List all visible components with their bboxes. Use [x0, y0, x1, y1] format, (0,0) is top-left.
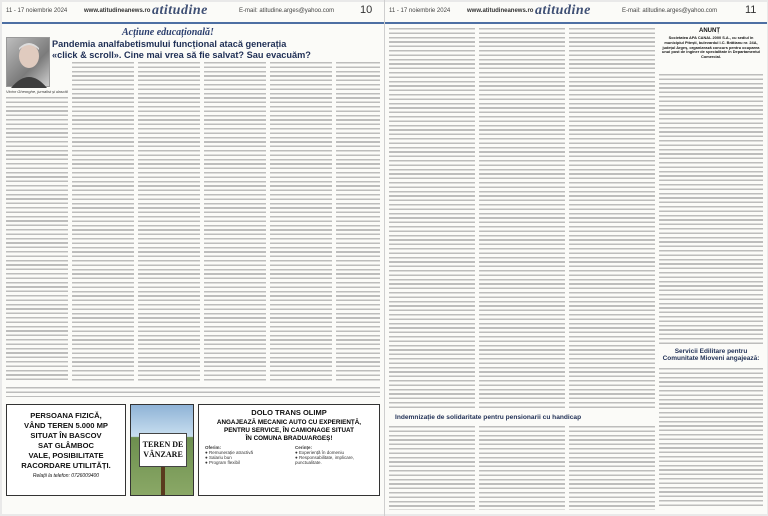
ad-land-phone: Relații la telefon: 0726009400	[32, 473, 100, 479]
anunt-lead: Societatea APA CANAL 2000 S.A., cu sediul în municipiul Pitești, bulevardul I.C. Brătianu nr. 24A, județul Argeș, organizează concurs pentru ocuparea unui post de inginer de specialitate în Departamentul Comercial.	[662, 35, 760, 60]
ad-land-photo	[130, 404, 194, 496]
footnotes	[6, 387, 380, 397]
servicii-body	[659, 368, 763, 508]
anunt-title: ANUNȚ	[699, 28, 720, 34]
ad-dolo-req	[295, 445, 377, 465]
indemnizatie-column-1	[389, 426, 475, 510]
req-item-2-text: Responsabilitate, implicare, punctualitate.	[295, 455, 354, 465]
header-email[interactable]: E-mail: atitudine.arges@yahoo.com	[622, 8, 718, 14]
req-title: Cerințe:	[295, 445, 313, 450]
offer-item-2: ● Salariu bun	[205, 455, 232, 460]
servicii-title-2: Comunitate Mioveni angajează:	[662, 355, 760, 362]
article-column-5	[270, 62, 332, 382]
page-gutter	[384, 0, 385, 516]
indemnizatie-column-2	[479, 426, 565, 510]
page-header-right	[385, 2, 767, 24]
article-column-4	[204, 62, 266, 382]
ad-dolo-line1: ANGAJEAZĂ MECANIC AUTO CU EXPERIENȚĂ,	[216, 419, 362, 426]
anunt-body	[659, 74, 763, 344]
sale-sign-text: TEREN DE VÂNZARE	[142, 440, 184, 459]
article-column-2	[72, 62, 134, 382]
article-title-line2: «click & scroll». Cine mai vrea să fie salvat? Sau evacuăm?	[52, 50, 311, 60]
page-header-left	[2, 2, 384, 24]
article-title-line1: Pandemia analfabetismului funcțional atacă generația	[52, 39, 287, 49]
page-number: 10	[360, 4, 373, 16]
header-date: 11 - 17 noiembrie 2024	[6, 8, 68, 14]
indemnizatie-column-3	[569, 426, 655, 510]
offer-title: Oferim:	[205, 445, 222, 450]
ad-dolo-offer	[205, 445, 285, 465]
ad-land-line6: RACORDARE UTILITĂȚI.	[21, 461, 111, 470]
offer-item-1-text: Remunerație atractivă	[208, 450, 253, 455]
page-right	[385, 2, 767, 514]
newspaper-logo: atitudine	[152, 3, 208, 18]
offer-item-2-text: Salariu bun	[208, 455, 232, 460]
page-number: 11	[745, 4, 757, 16]
anunt-box	[659, 28, 763, 70]
ad-dolo-line3: ÎN COMUNA BRADU/ARGEȘ!	[245, 435, 333, 442]
ad-land-line4: SAT GLÂMBOC	[38, 441, 94, 450]
ad-land-line3: SITUAT ÎN BASCOV	[30, 431, 102, 440]
page-left	[2, 2, 384, 514]
ad-land-line5: VALE, POSIBILITATE	[28, 451, 104, 460]
article-column-6	[336, 62, 380, 382]
ad-dolo-title: DOLO TRANS OLIMP	[251, 408, 327, 417]
servicii-title-1: Servicii Edilitare pentru	[674, 348, 748, 355]
offer-item-3-text: Program flexibil	[208, 460, 240, 465]
author-photo	[6, 37, 50, 87]
indemnizatie-title: Indemnizație de solidaritate pentru pensionarii cu handicap	[395, 414, 582, 421]
ad-dolo-line2: PENTRU SERVICE, ÎN CAMIONAGE SITUAT	[224, 427, 354, 434]
newspaper-logo: atitudine	[535, 3, 591, 18]
ad-dolo-trans	[198, 404, 380, 496]
servicii-heading	[659, 348, 763, 362]
ad-land-line1: PERSOANA FIZICĂ,	[30, 411, 102, 420]
header-website[interactable]: www.atitudineanews.ro	[84, 8, 151, 14]
req-item-2: ● Responsabilitate, implicare, punctualitate.	[295, 455, 354, 465]
offer-item-3: ● Program flexibil	[205, 460, 240, 465]
sale-sign-post	[161, 467, 165, 495]
article-column-3	[138, 62, 200, 382]
ad-land-sale	[6, 404, 126, 496]
header-email[interactable]: E-mail: atitudine.arges@yahoo.com	[239, 8, 335, 14]
req-item-1-text: Experiență în domeniu	[298, 450, 344, 455]
header-website[interactable]: www.atitudineanews.ro	[467, 8, 534, 14]
header-date: 11 - 17 noiembrie 2024	[389, 8, 451, 14]
quiz-column-2	[479, 28, 565, 408]
ad-land-line2: VÂND TEREN 5.000 MP	[24, 421, 108, 430]
sale-sign	[139, 433, 187, 467]
article-column-1	[6, 97, 68, 383]
req-item-1: ● Experiență în domeniu	[295, 450, 344, 455]
quiz-column-1	[389, 28, 475, 408]
offer-item-1: ● Remunerație atractivă	[205, 450, 253, 455]
quiz-column-3	[569, 28, 655, 408]
photo-caption: Victor Gheorghe, jurnalist și dascăl	[6, 89, 68, 94]
article-kicker: Acțiune educațională!	[122, 27, 214, 38]
